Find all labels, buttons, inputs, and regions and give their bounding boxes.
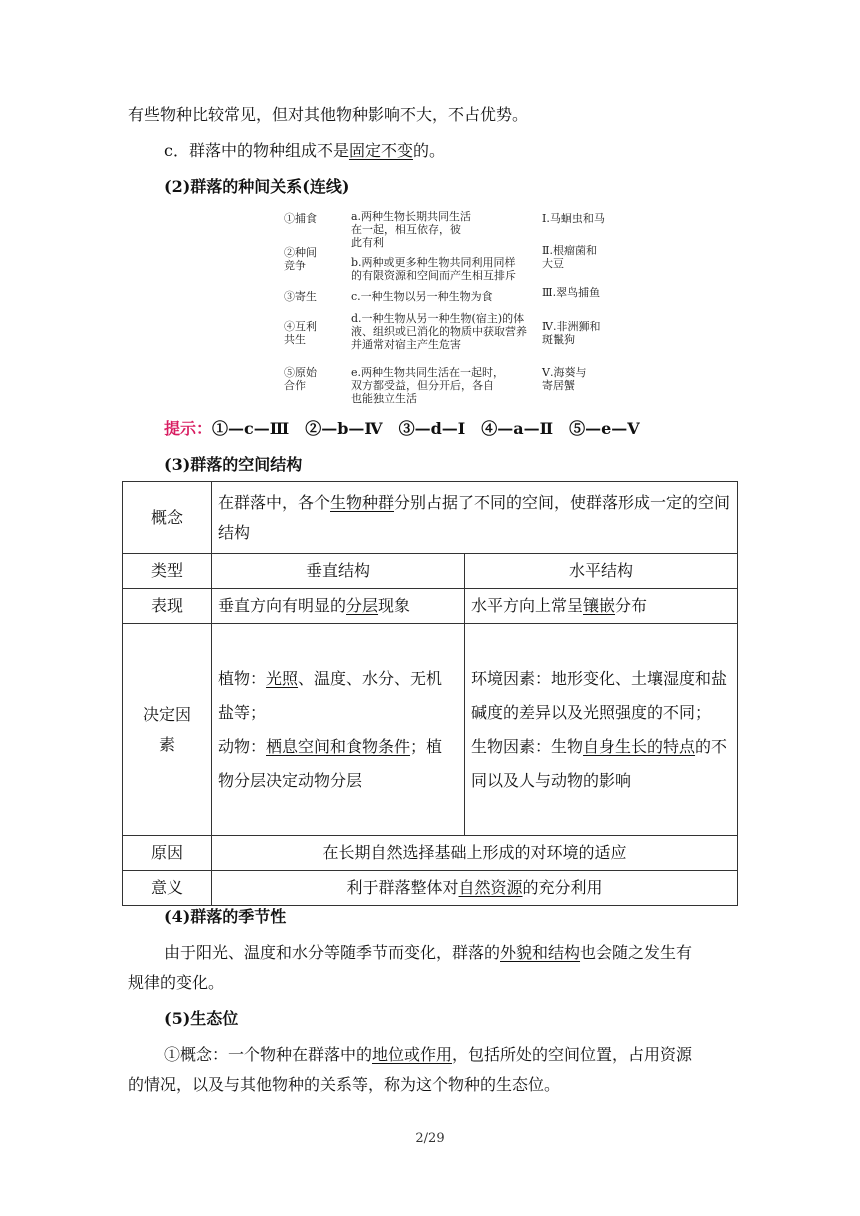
section-heading-3: (3)群落的空间结构 xyxy=(164,455,303,474)
page-number: 2/29 xyxy=(415,1131,445,1146)
figure-right-2: Ⅱ.根瘤菌和 大豆 xyxy=(542,244,597,270)
table-cell-label: 概念 xyxy=(123,482,212,554)
paragraph-5-line-2: 的情况，以及与其他物种的关系等，称为这个物种的生态位。 xyxy=(128,1075,561,1094)
table-cell-label: 表现 xyxy=(123,589,212,624)
table-cell-horizontal: 水平结构 xyxy=(465,554,738,589)
figure-left-1: ①捕食 xyxy=(284,212,317,225)
table-row xyxy=(123,554,738,589)
table-cell-meaning: 利于群落整体对自然资源的充分利用 xyxy=(212,871,738,906)
table-cell-label: 类型 xyxy=(123,554,212,589)
figure-middle-e: e.两种生物共同生活在一起时， 双方都受益，但分开后，各自 也能独立生活 xyxy=(351,366,505,405)
table-cell-concept: 在群落中，各个生物种群分别占据了不同的空间，使群落形成一定的空间结构 xyxy=(212,482,738,554)
hint-line xyxy=(164,418,640,440)
hint-answer: ①—c—Ⅲ ②—b—Ⅳ ③—d—Ⅰ ④—a—Ⅱ ⑤—e—Ⅴ xyxy=(212,419,640,438)
figure-right-4: Ⅳ.非洲狮和 斑鬣狗 xyxy=(542,320,601,346)
figure-middle-c: c.一种生物以另一种生物为食 xyxy=(351,290,493,303)
table-cell-show-vertical: 垂直方向有明显的分层现象 xyxy=(212,589,465,624)
figure-right-5: Ⅴ.海葵与 寄居蟹 xyxy=(542,366,587,392)
spatial-structure-table xyxy=(122,481,738,906)
table-cell-factor-horizontal: 环境因素：地形变化、土壤湿度和盐碱度的差异以及光照强度的不同； 生物因素：生物自身生长的特点的不同以及人与动物的影响 xyxy=(465,624,738,836)
paragraph-text: 有些物种比较常见，但对其他物种影响不大，不占优势。 xyxy=(128,105,529,124)
figure-left-5: ⑤原始 合作 xyxy=(284,366,317,392)
hint-label: 提示： xyxy=(164,419,213,438)
table-cell-factor-vertical: 植物：光照、温度、水分、无机盐等； 动物：栖息空间和食物条件；植物分层决定动物分层 xyxy=(212,624,465,836)
paragraph-4-line-1: 由于阳光、温度和水分等随季节而变化，群落的外貌和结构也会随之发生有 xyxy=(164,943,693,962)
paragraph-c: c．群落中的物种组成不是固定不变的。 xyxy=(164,141,445,160)
section-heading-2: (2)群落的种间关系(连线) xyxy=(164,177,350,196)
table-row xyxy=(123,624,738,836)
species-relation-figure xyxy=(284,206,614,406)
section-heading-5: (5)生态位 xyxy=(164,1009,239,1028)
table-cell-label: 决定因素 xyxy=(123,624,212,836)
table-cell-reason: 在长期自然选择基础上形成的对环境的适应 xyxy=(212,836,738,871)
table-row xyxy=(123,836,738,871)
figure-middle-d: d.一种生物从另一种生物(宿主)的体 液、组织或已消化的物质中获取营养 并通常对宿主产生危害 xyxy=(351,312,527,351)
paragraph-5-line-1: ①概念：一个物种在群落中的地位或作用，包括所处的空间位置，占用资源 xyxy=(164,1045,693,1064)
figure-left-4: ④互利 共生 xyxy=(284,320,317,346)
section-heading-4: (4)群落的季节性 xyxy=(164,907,287,926)
figure-left-2: ②种间 竞争 xyxy=(284,246,317,272)
table-cell-label: 原因 xyxy=(123,836,212,871)
figure-left-3: ③寄生 xyxy=(284,290,317,303)
table-cell-label: 意义 xyxy=(123,871,212,906)
table-cell-show-horizontal: 水平方向上常呈镶嵌分布 xyxy=(465,589,738,624)
figure-middle-b: b.两种或更多种生物共同利用同样 的有限资源和空间而产生相互排斥 xyxy=(351,256,516,282)
figure-right-1: Ⅰ.马蛔虫和马 xyxy=(542,212,605,225)
table-cell-vertical: 垂直结构 xyxy=(212,554,465,589)
table-row xyxy=(123,589,738,624)
figure-right-3: Ⅲ.翠鸟捕鱼 xyxy=(542,286,601,299)
figure-middle-a: a.两种生物长期共同生活 在一起，相互依存，彼 此有利 xyxy=(351,210,472,249)
table-row xyxy=(123,871,738,906)
paragraph-4-line-2: 规律的变化。 xyxy=(128,973,225,992)
table-row xyxy=(123,482,738,554)
